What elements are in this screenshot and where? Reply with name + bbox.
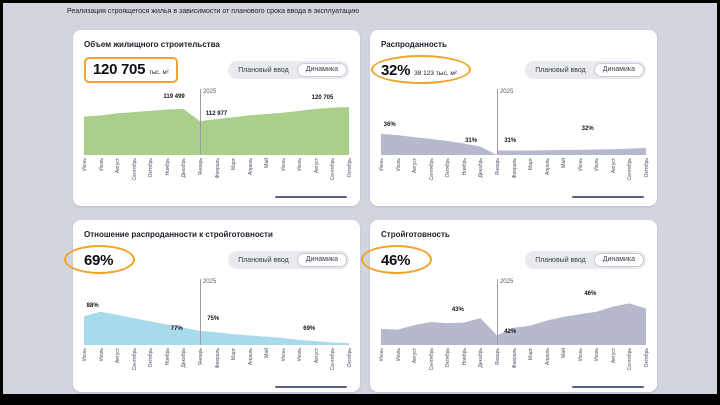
view-toggle [525, 61, 646, 79]
month-label: Май [264, 158, 271, 168]
year-divider-line [497, 279, 498, 345]
data-label: 31% [504, 137, 517, 144]
month-label: Июнь [280, 158, 287, 171]
month-label: Август [412, 158, 419, 174]
metric-readiness [381, 253, 410, 268]
metric-value: 120 705 [93, 61, 146, 78]
data-label: 112 977 [205, 111, 228, 118]
month-label: Июль [594, 348, 601, 361]
toggle-planned-input[interactable]: Плановый ввод [535, 66, 586, 74]
area-chart-svg [84, 281, 349, 345]
month-label: Май [264, 348, 271, 358]
month-label: Февраль [511, 348, 518, 369]
x-axis-months [379, 348, 650, 381]
toggle-dynamics[interactable]: Динамика [594, 253, 644, 267]
month-label: Июнь [379, 348, 385, 361]
metric-row [84, 247, 349, 273]
metric-highlight-rect [84, 57, 178, 83]
month-label: Июнь [82, 348, 88, 361]
month-label: Сентябрь [627, 348, 634, 371]
metric-row [84, 57, 349, 83]
month-label: Ноябрь [461, 348, 468, 366]
month-label: Апрель [247, 158, 254, 175]
month-label: Декабрь [181, 348, 188, 368]
month-label: Март [528, 348, 535, 360]
month-label: Июнь [82, 158, 88, 171]
card-construction-readiness [370, 220, 657, 392]
card-title: Объем жилищного строительства [84, 40, 220, 49]
data-label: 120 705 [311, 95, 334, 102]
year-label: 2025 [202, 279, 217, 285]
month-label: Март [231, 158, 238, 170]
metric-value: 32% [381, 61, 411, 79]
metric-value: 46% [381, 251, 411, 269]
toggle-planned-input[interactable]: Плановый ввод [535, 256, 586, 264]
month-label: Июль [297, 348, 304, 361]
month-label: Октябрь [644, 348, 650, 368]
data-label: 42% [504, 329, 517, 335]
month-label: Ноябрь [461, 158, 468, 176]
month-label: Январь [494, 158, 501, 176]
month-label: Февраль [511, 158, 518, 179]
month-label: Ноябрь [164, 348, 171, 366]
data-label: 75% [207, 315, 220, 322]
dashboard-background [3, 3, 717, 394]
month-label: Сентябрь [428, 348, 435, 371]
month-label: Сентябрь [428, 158, 435, 181]
month-label: Октябрь [445, 158, 452, 178]
month-label: Январь [197, 158, 204, 176]
x-axis-months [379, 158, 650, 191]
month-label: Июнь [280, 348, 287, 361]
month-label: Сентябрь [330, 348, 337, 371]
metric-row [381, 57, 646, 83]
metric-ratio [84, 253, 113, 268]
chart-scrollbar[interactable] [572, 386, 644, 388]
view-toggle [228, 251, 349, 269]
year-label: 2025 [499, 89, 514, 95]
month-label: Июль [98, 348, 105, 361]
month-label: Октябрь [445, 348, 452, 368]
month-label: Октябрь [347, 348, 353, 368]
cards-grid [73, 30, 657, 392]
area-chart-sold-share [381, 91, 646, 155]
month-label: Октябрь [644, 158, 650, 178]
data-label: 88% [86, 302, 99, 309]
month-label: Сентябрь [330, 158, 337, 181]
month-label: Декабрь [478, 348, 485, 368]
month-label: Август [610, 348, 617, 364]
x-axis-months [82, 348, 353, 381]
chart-scrollbar[interactable] [572, 196, 644, 198]
month-label: Январь [197, 348, 204, 366]
month-label: Июнь [577, 158, 584, 171]
month-label: Июль [98, 158, 105, 171]
card-title: Стройготовность [381, 230, 450, 239]
month-label: Июнь [577, 348, 584, 361]
month-label: Апрель [247, 348, 254, 365]
month-label: Апрель [544, 348, 551, 365]
month-label: Октябрь [347, 158, 353, 178]
month-label: Декабрь [181, 158, 188, 178]
data-label: 69% [303, 325, 316, 332]
month-label: Октябрь [148, 348, 155, 368]
month-label: Апрель [544, 158, 551, 175]
month-label: Сентябрь [131, 158, 138, 181]
month-label: Сентябрь [131, 348, 138, 371]
data-label: 77% [170, 326, 183, 333]
data-label: 31% [465, 137, 478, 144]
year-divider-line [200, 279, 201, 345]
metric-unit: 38 123 тыс. м² [414, 69, 457, 77]
area-chart-readiness [381, 281, 646, 345]
area-chart-svg [381, 281, 646, 345]
metric-sold-share [381, 63, 457, 78]
page-title: Реализация строящегося жилья в зависимости от планового срока ввода в эксплуатацию [67, 8, 360, 15]
toggle-planned-input[interactable]: Плановый ввод [238, 66, 289, 74]
card-sold-share [370, 30, 657, 206]
card-title: Отношение распроданности к стройготовности [84, 230, 273, 239]
area-chart-svg [84, 91, 349, 155]
month-label: Март [528, 158, 535, 170]
area-chart-ratio [84, 281, 349, 345]
data-label: 36% [383, 121, 396, 128]
month-label: Июль [395, 158, 402, 171]
month-label: Октябрь [148, 158, 155, 178]
data-label: 32% [581, 126, 594, 133]
month-label: Август [115, 348, 122, 364]
month-label: Август [313, 158, 320, 174]
month-label: Июль [297, 158, 304, 171]
month-label: Июнь [379, 158, 385, 171]
year-divider-line [200, 89, 201, 155]
metric-row [381, 247, 646, 273]
data-label: 46% [584, 291, 597, 298]
month-label: Февраль [214, 158, 221, 179]
month-label: Ноябрь [164, 158, 171, 176]
year-divider-line [497, 89, 498, 155]
month-label: Май [561, 158, 568, 168]
year-label: 2025 [499, 279, 514, 285]
month-label: Август [313, 348, 320, 364]
month-label: Июль [395, 348, 402, 361]
toggle-planned-input[interactable]: Плановый ввод [238, 256, 289, 264]
data-label: 43% [451, 307, 464, 314]
chart-scrollbar[interactable] [275, 196, 347, 198]
month-label: Май [561, 348, 568, 358]
month-label: Март [231, 348, 238, 360]
card-sold-to-readiness-ratio [73, 220, 360, 392]
month-label: Август [610, 158, 617, 174]
month-label: Декабрь [478, 158, 485, 178]
chart-scrollbar[interactable] [275, 386, 347, 388]
toggle-dynamics[interactable]: Динамика [594, 63, 644, 77]
toggle-dynamics[interactable]: Динамика [297, 253, 347, 267]
month-label: Сентябрь [627, 158, 634, 181]
month-label: Август [412, 348, 419, 364]
view-toggle [525, 251, 646, 269]
month-label: Август [115, 158, 122, 174]
year-label: 2025 [202, 89, 217, 95]
metric-value: 69% [84, 251, 114, 269]
x-axis-months [82, 158, 353, 191]
metric-unit: тыс. м² [149, 70, 169, 76]
card-title: Распроданность [381, 40, 447, 49]
card-construction-volume [73, 30, 360, 206]
data-label: 119 499 [163, 93, 185, 100]
month-label: Июль [594, 158, 601, 171]
toggle-dynamics[interactable]: Динамика [297, 63, 347, 77]
area-chart-svg [381, 91, 646, 155]
area-chart-volume [84, 91, 349, 155]
month-label: Январь [494, 348, 501, 366]
month-label: Февраль [214, 348, 221, 369]
view-toggle [228, 61, 349, 79]
